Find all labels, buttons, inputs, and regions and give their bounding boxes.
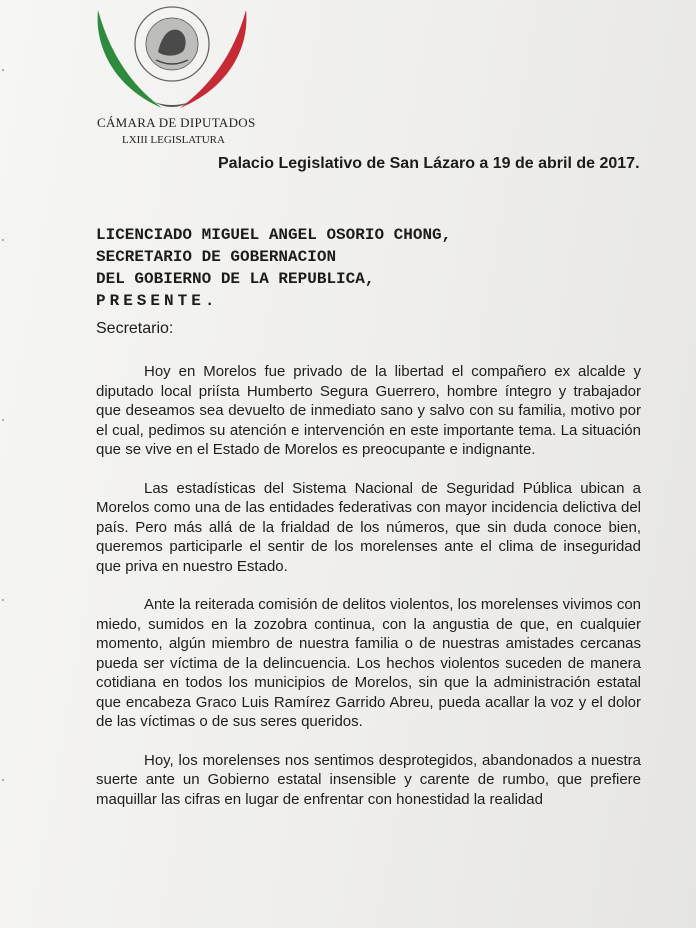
paragraph-1: Hoy en Morelos fue privado de la libertad el compañero ex alcalde y diputado local priísta Humberto Segura Guerrero, hombre íntegro y trabajador que deseamos sea devuelto de inmediato sano y salvo con su familia, motivo por el cual, pedimos su atención e intervención en este importante tema. La situación que se vive en el Estado de Morelos es preocupante e indignante. [96,363,641,458]
recipient-line-2: SECRETARIO DE GOBERNACION [96,248,337,266]
place-date: Palacio Legislativo de San Lázaro a 19 de abril de 2017. [218,155,640,172]
paragraph-3: Ante la reiterada comisión de delitos violentos, los morelenses vivimos con miedo, sumidos en la zozobra continua, con la angustia de que, en cualquier momento, algún miembro de nuestra familia o de nuestras amistades cercanas pueda ser víctima de la delincuencia. Los hechos violentos suceden de manera cotidiana en todos los municipios de Morelos, sin que la administración estatal que encabeza Graco Luis Ramírez Garrido Abreu, pueda acallar la voz y el dolor de las víctimas o de sus seres queridos. [96,596,641,730]
paragraph-4: Hoy, los morelenses nos sentimos desprotegidos, abandonados a nuestra suerte ante un Gobierno estatal insensible y carente de rumbo, que prefiere maquillar las cifras en lugar de enfrentar con honestidad la realidad [96,751,641,808]
recipient-line-4: PRESENTE. [96,292,219,310]
letter-body [96,362,641,828]
org-name: CÁMARA DE DIPUTADOS [97,115,256,130]
binding-holes [0,0,10,928]
recipient-block [96,224,616,312]
recipient-line-3: DEL GOBIERNO DE LA REPUBLICA, [96,270,375,288]
salutation: Secretario: [96,320,174,337]
camara-seal-logo [92,4,252,112]
legislature-label: LXIII LEGISLATURA [122,134,225,146]
paragraph-2: Las estadísticas del Sistema Nacional de Seguridad Pública ubican a Morelos como una de las entidades federativas con mayor incidencia delictiva del país. Pero más allá de la frialdad de los números, que sin duda conoce bien, queremos participarle el sentir de los morelenses ante el clima de inseguridad que priva en nuestro Estado. [96,479,641,575]
recipient-line-1: LICENCIADO MIGUEL ANGEL OSORIO CHONG, [96,226,452,244]
